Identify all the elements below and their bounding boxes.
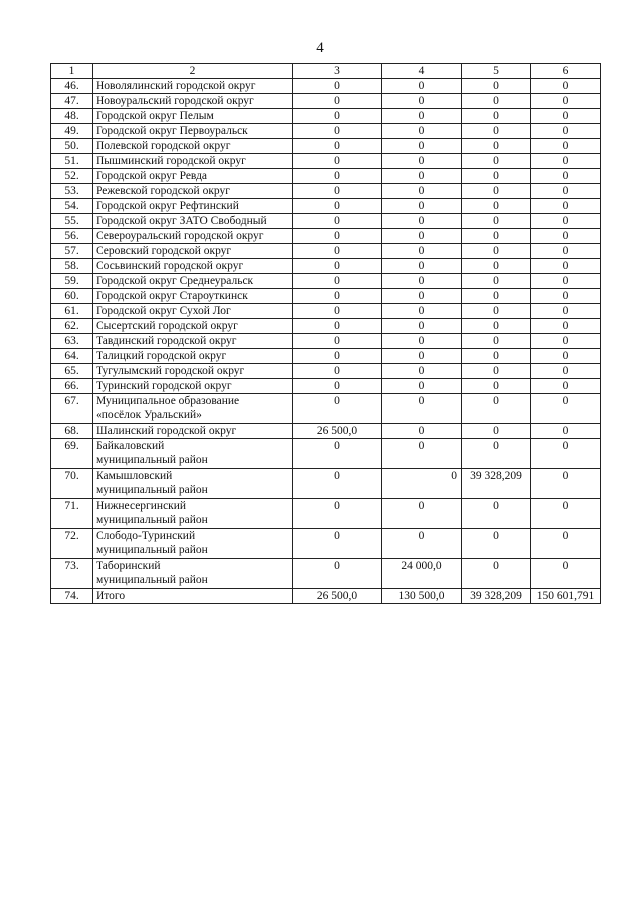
- row-number-cell: 73.: [51, 559, 93, 589]
- value-cell-col4: 0: [382, 289, 462, 304]
- municipality-name-line: Байкаловский: [96, 440, 165, 452]
- value-cell-col4: 0: [382, 319, 462, 334]
- row-number-cell: 74.: [51, 589, 93, 604]
- value-cell-col5: 0: [462, 394, 531, 424]
- value-cell-col5: 0: [462, 154, 531, 169]
- municipality-name-cell: Сосьвинский городской округ: [93, 259, 293, 274]
- row-number-cell: 72.: [51, 529, 93, 559]
- value-cell-col6: 0: [531, 394, 601, 424]
- value-cell-col5: 0: [462, 184, 531, 199]
- table-row: [51, 109, 601, 124]
- value-cell-col6: 0: [531, 79, 601, 94]
- row-number-cell: 67.: [51, 394, 93, 424]
- municipality-name-cell: Городской округ Рефтинский: [93, 199, 293, 214]
- row-number-cell: 60.: [51, 289, 93, 304]
- value-cell-col6: 0: [531, 274, 601, 289]
- table-row: [51, 139, 601, 154]
- value-cell-col4: 0: [382, 139, 462, 154]
- table-row: [51, 469, 601, 499]
- value-cell-col3: 0: [293, 499, 382, 529]
- row-number-cell: 66.: [51, 379, 93, 394]
- row-number-cell: 49.: [51, 124, 93, 139]
- municipality-name-cell: [93, 469, 293, 499]
- value-cell-col4: 0: [382, 394, 462, 424]
- value-cell-col3: 0: [293, 154, 382, 169]
- value-cell-col5: 0: [462, 379, 531, 394]
- municipality-name-line: муниципальный район: [96, 514, 208, 526]
- value-cell-col3: 26 500,0: [293, 424, 382, 439]
- value-cell-col6: 0: [531, 439, 601, 469]
- municipality-name-cell: Городской округ Среднеуральск: [93, 274, 293, 289]
- row-number-cell: 46.: [51, 79, 93, 94]
- value-cell-col6: 0: [531, 319, 601, 334]
- row-number-cell: 68.: [51, 424, 93, 439]
- table-row: [51, 244, 601, 259]
- table-row: [51, 304, 601, 319]
- municipality-name-cell: Тавдинский городской округ: [93, 334, 293, 349]
- header-cell-1: 1: [51, 64, 93, 79]
- municipality-name-cell: Шалинский городской округ: [93, 424, 293, 439]
- municipality-name-cell: [93, 439, 293, 469]
- row-number-cell: 62.: [51, 319, 93, 334]
- value-cell-col5: 0: [462, 439, 531, 469]
- value-cell-col3: 0: [293, 289, 382, 304]
- value-cell-col6: 0: [531, 259, 601, 274]
- table-row: [51, 94, 601, 109]
- header-cell-4: 4: [382, 64, 462, 79]
- row-number-cell: 70.: [51, 469, 93, 499]
- municipality-name-cell: Новоуральский городской округ: [93, 94, 293, 109]
- table-row: [51, 124, 601, 139]
- value-cell-col6: 0: [531, 469, 601, 499]
- municipality-name-line: муниципальный район: [96, 454, 208, 466]
- municipality-name-line: «посёлок Уральский»: [96, 409, 202, 421]
- table-row: [51, 349, 601, 364]
- row-number-cell: 64.: [51, 349, 93, 364]
- value-cell-col6: 0: [531, 364, 601, 379]
- value-cell-col5: 0: [462, 304, 531, 319]
- value-cell-col3: 0: [293, 259, 382, 274]
- municipality-name-line: муниципальный район: [96, 544, 208, 556]
- value-cell-col6: 0: [531, 349, 601, 364]
- value-cell-col5: 0: [462, 499, 531, 529]
- row-number-cell: 65.: [51, 364, 93, 379]
- table-row: [51, 529, 601, 559]
- table-row: [51, 499, 601, 529]
- table-row: [51, 364, 601, 379]
- value-cell-col5: 0: [462, 529, 531, 559]
- value-cell-col6: 0: [531, 199, 601, 214]
- value-cell-col3: 0: [293, 364, 382, 379]
- value-cell-col5: 0: [462, 124, 531, 139]
- value-cell-col6: 0: [531, 154, 601, 169]
- value-cell-col3: 26 500,0: [293, 589, 382, 604]
- value-cell-col4: 0: [382, 169, 462, 184]
- table-row: [51, 289, 601, 304]
- value-cell-col4: 0: [382, 229, 462, 244]
- municipality-name-cell: Новолялинский городской округ: [93, 79, 293, 94]
- table-row: [51, 334, 601, 349]
- row-number-cell: 55.: [51, 214, 93, 229]
- table-row: [51, 259, 601, 274]
- value-cell-col4: 0: [382, 109, 462, 124]
- municipality-name-cell: [93, 559, 293, 589]
- value-cell-col3: 0: [293, 379, 382, 394]
- value-cell-col3: 0: [293, 529, 382, 559]
- value-cell-col4: 0: [382, 184, 462, 199]
- municipality-name-cell: Городской округ ЗАТО Свободный: [93, 214, 293, 229]
- municipality-name-cell: [93, 499, 293, 529]
- value-cell-col5: 0: [462, 109, 531, 124]
- municipality-name-cell: Городской округ Первоуральск: [93, 124, 293, 139]
- value-cell-col4: 0: [382, 259, 462, 274]
- value-cell-col5: 0: [462, 559, 531, 589]
- municipality-name-cell: Сысертский городской округ: [93, 319, 293, 334]
- municipality-name-line: Муниципальное образование: [96, 395, 240, 407]
- value-cell-col5: 0: [462, 79, 531, 94]
- value-cell-col5: 0: [462, 169, 531, 184]
- allocation-table: [50, 63, 601, 604]
- value-cell-col6: 0: [531, 559, 601, 589]
- value-cell-col4: 0: [382, 334, 462, 349]
- municipality-name-cell: Талицкий городской округ: [93, 349, 293, 364]
- row-number-cell: 69.: [51, 439, 93, 469]
- row-number-cell: 59.: [51, 274, 93, 289]
- table-row: [51, 154, 601, 169]
- value-cell-col6: 0: [531, 139, 601, 154]
- value-cell-col6: 0: [531, 529, 601, 559]
- value-cell-col5: 0: [462, 214, 531, 229]
- value-cell-col6: 0: [531, 214, 601, 229]
- table-row: [51, 379, 601, 394]
- row-number-cell: 50.: [51, 139, 93, 154]
- value-cell-col4: 0: [382, 469, 462, 499]
- row-number-cell: 47.: [51, 94, 93, 109]
- table-row: [51, 229, 601, 244]
- value-cell-col6: 0: [531, 184, 601, 199]
- row-number-cell: 51.: [51, 154, 93, 169]
- value-cell-col4: 0: [382, 529, 462, 559]
- value-cell-col5: 0: [462, 94, 531, 109]
- value-cell-col6: 0: [531, 109, 601, 124]
- value-cell-col3: 0: [293, 79, 382, 94]
- value-cell-col3: 0: [293, 184, 382, 199]
- municipality-name-cell: Серовский городской округ: [93, 244, 293, 259]
- value-cell-col3: 0: [293, 214, 382, 229]
- value-cell-col6: 0: [531, 244, 601, 259]
- table-row: [51, 319, 601, 334]
- value-cell-col4: 0: [382, 379, 462, 394]
- value-cell-col5: 0: [462, 259, 531, 274]
- municipality-name-cell: Итого: [93, 589, 293, 604]
- table-header-row: [51, 64, 601, 79]
- value-cell-col5: 0: [462, 349, 531, 364]
- value-cell-col5: 0: [462, 199, 531, 214]
- municipality-name-line: муниципальный район: [96, 574, 208, 586]
- row-number-cell: 63.: [51, 334, 93, 349]
- table-row: [51, 169, 601, 184]
- value-cell-col3: 0: [293, 334, 382, 349]
- value-cell-col6: 0: [531, 289, 601, 304]
- value-cell-col6: 0: [531, 94, 601, 109]
- value-cell-col5: 0: [462, 319, 531, 334]
- row-number-cell: 48.: [51, 109, 93, 124]
- value-cell-col4: 0: [382, 199, 462, 214]
- municipality-name-cell: [93, 529, 293, 559]
- value-cell-col4: 0: [382, 79, 462, 94]
- table-row: [51, 559, 601, 589]
- value-cell-col4: 0: [382, 124, 462, 139]
- value-cell-col4: 24 000,0: [382, 559, 462, 589]
- value-cell-col4: 0: [382, 364, 462, 379]
- value-cell-col4: 130 500,0: [382, 589, 462, 604]
- value-cell-col6: 0: [531, 424, 601, 439]
- table-row: [51, 274, 601, 289]
- value-cell-col3: 0: [293, 199, 382, 214]
- municipality-name-cell: Полевской городской округ: [93, 139, 293, 154]
- value-cell-col3: 0: [293, 559, 382, 589]
- table-row: [51, 199, 601, 214]
- header-cell-3: 3: [293, 64, 382, 79]
- value-cell-col3: 0: [293, 229, 382, 244]
- value-cell-col5: 0: [462, 334, 531, 349]
- value-cell-col3: 0: [293, 124, 382, 139]
- table-body: [51, 64, 601, 604]
- value-cell-col4: 0: [382, 244, 462, 259]
- value-cell-col3: 0: [293, 394, 382, 424]
- municipality-name-line: Камышловский: [96, 470, 173, 482]
- total-row: [51, 589, 601, 604]
- row-number-cell: 54.: [51, 199, 93, 214]
- value-cell-col6: 0: [531, 499, 601, 529]
- value-cell-col5: 39 328,209: [462, 589, 531, 604]
- header-cell-6: 6: [531, 64, 601, 79]
- municipality-name-cell: Городской округ Сухой Лог: [93, 304, 293, 319]
- value-cell-col3: 0: [293, 274, 382, 289]
- table-row: [51, 79, 601, 94]
- value-cell-col4: 0: [382, 214, 462, 229]
- municipality-name-cell: Пышминский городской округ: [93, 154, 293, 169]
- row-number-cell: 52.: [51, 169, 93, 184]
- value-cell-col5: 0: [462, 139, 531, 154]
- municipality-name-line: Нижнесергинский: [96, 500, 187, 512]
- value-cell-col3: 0: [293, 94, 382, 109]
- municipality-name-line: Слободо-Туринский: [96, 530, 196, 542]
- value-cell-col3: 0: [293, 304, 382, 319]
- value-cell-col4: 0: [382, 274, 462, 289]
- value-cell-col6: 0: [531, 304, 601, 319]
- municipality-name-cell: Туринский городской округ: [93, 379, 293, 394]
- value-cell-col6: 150 601,791: [531, 589, 601, 604]
- value-cell-col4: 0: [382, 94, 462, 109]
- municipality-name-cell: Режевской городской округ: [93, 184, 293, 199]
- row-number-cell: 53.: [51, 184, 93, 199]
- table-row: [51, 394, 601, 424]
- value-cell-col3: 0: [293, 244, 382, 259]
- value-cell-col3: 0: [293, 469, 382, 499]
- value-cell-col3: 0: [293, 439, 382, 469]
- municipality-name-cell: Городской округ Пелым: [93, 109, 293, 124]
- value-cell-col4: 0: [382, 349, 462, 364]
- row-number-cell: 58.: [51, 259, 93, 274]
- value-cell-col3: 0: [293, 349, 382, 364]
- municipality-name-cell: Городской округ Ревда: [93, 169, 293, 184]
- value-cell-col3: 0: [293, 139, 382, 154]
- row-number-cell: 61.: [51, 304, 93, 319]
- value-cell-col4: 0: [382, 499, 462, 529]
- value-cell-col6: 0: [531, 169, 601, 184]
- row-number-cell: 56.: [51, 229, 93, 244]
- value-cell-col4: 0: [382, 304, 462, 319]
- municipality-name-cell: [93, 394, 293, 424]
- municipality-name-line: Таборинский: [96, 560, 161, 572]
- header-cell-5: 5: [462, 64, 531, 79]
- value-cell-col5: 0: [462, 364, 531, 379]
- header-cell-2: 2: [93, 64, 293, 79]
- municipality-name-cell: Городской округ Староуткинск: [93, 289, 293, 304]
- municipality-name-line: муниципальный район: [96, 484, 208, 496]
- value-cell-col3: 0: [293, 169, 382, 184]
- table-row: [51, 214, 601, 229]
- table-row: [51, 424, 601, 439]
- value-cell-col4: 0: [382, 154, 462, 169]
- value-cell-col5: 0: [462, 229, 531, 244]
- value-cell-col5: 39 328,209: [462, 469, 531, 499]
- value-cell-col6: 0: [531, 334, 601, 349]
- page-number: 4: [316, 40, 324, 56]
- value-cell-col6: 0: [531, 229, 601, 244]
- value-cell-col3: 0: [293, 319, 382, 334]
- value-cell-col5: 0: [462, 244, 531, 259]
- value-cell-col4: 0: [382, 424, 462, 439]
- table-row: [51, 439, 601, 469]
- value-cell-col5: 0: [462, 274, 531, 289]
- municipality-name-cell: Тугулымский городской округ: [93, 364, 293, 379]
- value-cell-col5: 0: [462, 424, 531, 439]
- row-number-cell: 57.: [51, 244, 93, 259]
- municipality-name-cell: Североуральский городской округ: [93, 229, 293, 244]
- value-cell-col5: 0: [462, 289, 531, 304]
- value-cell-col6: 0: [531, 124, 601, 139]
- table-row: [51, 184, 601, 199]
- value-cell-col4: 0: [382, 439, 462, 469]
- value-cell-col6: 0: [531, 379, 601, 394]
- row-number-cell: 71.: [51, 499, 93, 529]
- value-cell-col3: 0: [293, 109, 382, 124]
